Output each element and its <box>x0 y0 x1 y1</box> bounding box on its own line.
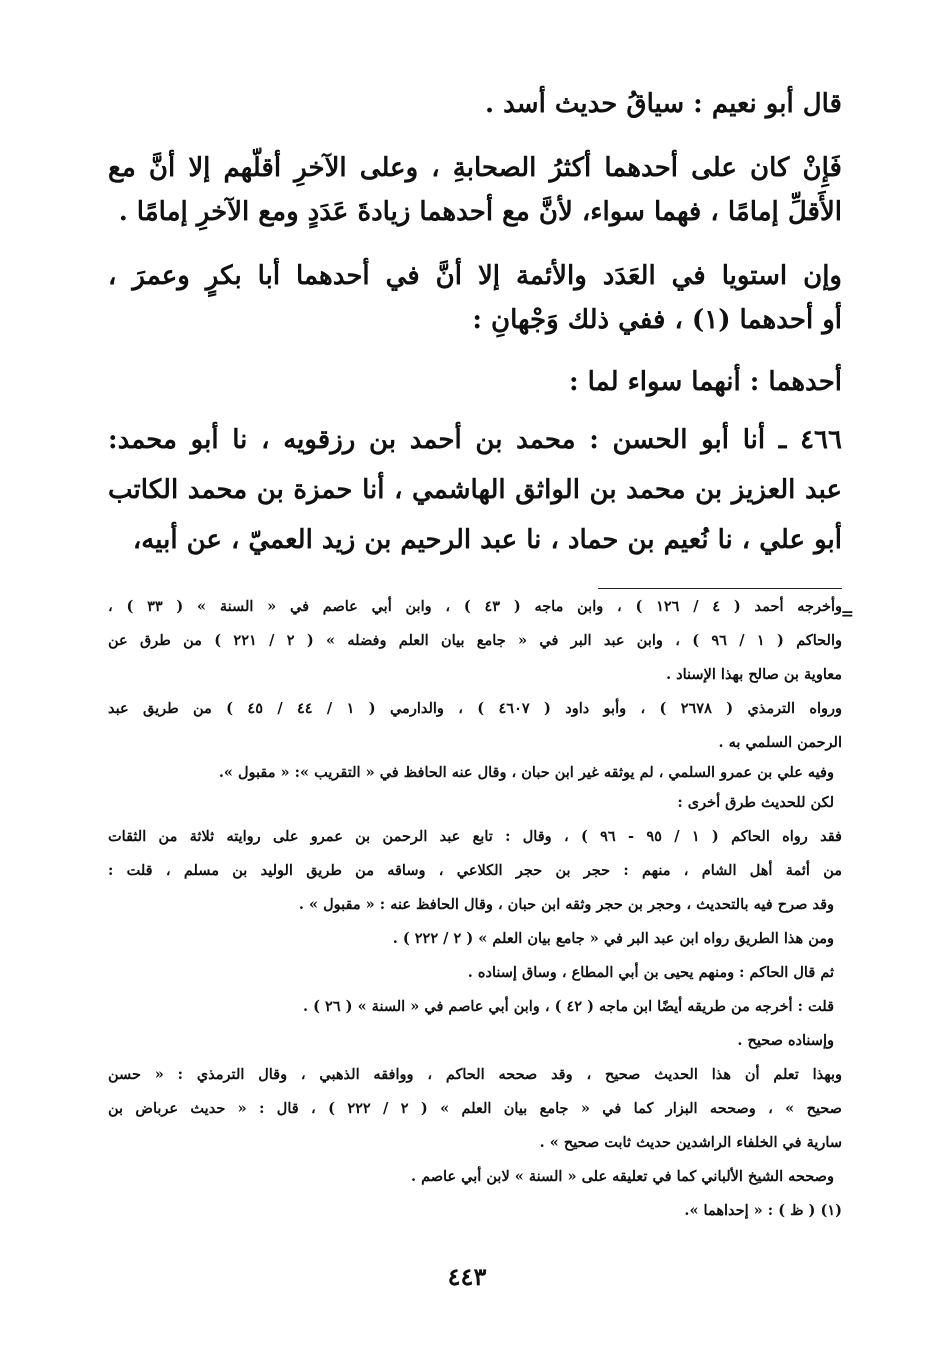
body-line: الأَقلِّ إمامًا ، فهما سواء، لأنَّ مع أحدهما زيادةَ عَدَدٍ ومع الآخرِ إمامًا . <box>118 197 842 227</box>
body-line: فَإِنْ كان على أحدهما أكثرُ الصحابةِ ، وعلى الآخرِ أقلّهم إلا أنَّ مع <box>108 153 842 183</box>
page-number: ٤٤٣ <box>447 1262 487 1291</box>
footnote-line: وفيه علي بن عمرو السلمي ، لم يوثقه غير ابن حبان ، وقال عنه الحافظ في « التقريب »: « مقبول ». <box>218 764 834 781</box>
footnote-line: والحاكم ( ١ / ٩٦ ) ، وابن عبد البر في « جامع بيان العلم وفضله » ( ٢ / ٢٢١ ) من طرق عن <box>108 632 842 649</box>
body-line: أبو علي ، نا نُعيم بن حماد ، نا عبد الرحيم بن زيد العميّ ، عن أبيه، <box>132 525 842 555</box>
footnote-line: ورواه الترمذي ( ٢٦٧٨ ) ، وأبو داود ( ٤٦٠٧ ) ، والدارمي ( ١ / ٤٤ / ٤٥ ) من طريق عبد <box>108 700 842 717</box>
footnote-1: (١) ( ظ ) : « إحداهما ». <box>684 1202 842 1219</box>
body-line: أحدهما : أنهما سواء لما : <box>569 367 842 397</box>
footnote-line: معاوية بن صالح بهذا الإسناد . <box>666 666 842 683</box>
footnote-line: سارية في الخلفاء الراشدين حديث ثابت صحيح » . <box>539 1134 842 1151</box>
body-line: وإن استويا في العَدَد والأئمة إلا أنَّ في أحدهما أبا بكرٍ وعمرَ ، <box>108 261 842 291</box>
footnote-line: الرحمن السلمي به . <box>718 734 842 751</box>
footnote-line: فقد رواه الحاكم ( ١ / ٩٥ - ٩٦ ) ، وقال : تابع عبد الرحمن بن عمرو على روايته ثلاثة من الثقات <box>108 828 842 845</box>
footnote-line: ثم قال الحاكم : ومنهم يحيى بن أبي المطاع ، وساق إسناده . <box>467 964 834 981</box>
footnote-separator <box>598 588 842 589</box>
footnote-line: وبهذا تعلم أن هذا الحديث صحيح ، وقد صححه الحاكم ، ووافقه الذهبي ، وقال الترمذي : « حسن <box>108 1066 842 1083</box>
hadith-466-line: ٤٦٦ ـ أنا أبو الحسن : محمد بن أحمد بن رزقويه ، نا أبو محمد: <box>108 425 842 455</box>
footnote-line: وقد صرح فيه بالتحديث ، وحجر بن حجر وثقه ابن حبان ، وقال الحافظ عنه : « مقبول » . <box>298 896 834 913</box>
footnote-line: صحيح » ، وصححه البزار كما في « جامع بيان العلم » ( ٢ / ٢٢٢ ) ، قال : « حديث عرباض بن <box>108 1100 842 1117</box>
footnote-line: وأخرجه أحمد ( ٤ / ١٢٦ ) ، وابن ماجه ( ٤٣ ) ، وابن أبي عاصم في « السنة » ( ٣٣ ) ، <box>108 598 842 615</box>
continuation-mark: = <box>840 604 854 623</box>
footnote-line: قلت : أخرجه من طريقه أيضًا ابن ماجه ( ٤٢ ) ، وابن أبي عاصم في « السنة » ( ٢٦ ) . <box>303 998 834 1015</box>
footnote-line: وإسناده صحيح . <box>737 1032 834 1049</box>
footnote-line: وصححه الشيخ الألباني كما في تعليقه على « السنة » لابن أبي عاصم . <box>411 1168 834 1185</box>
body-line: قال أبو نعيم : سياقُ حديث أسد . <box>485 89 842 119</box>
body-line: عبد العزيز بن محمد بن الواثق الهاشمي ، أنا حمزة بن محمد الكاتب <box>108 475 842 505</box>
footnote-line: لكن للحديث طرق أخرى : <box>677 794 834 811</box>
footnote-line: ومن هذا الطريق رواه ابن عبد البر في « جامع بيان العلم » ( ٢ / ٢٢٢ ) . <box>392 930 834 947</box>
body-line: أو أحدهما (١) ، ففي ذلك وَجْهانِ : <box>472 305 842 335</box>
footnote-line: من أئمة أهل الشام ، منهم : حجر بن حجر الكلاعي ، وساقه من طريق الوليد بن مسلم ، قلت : <box>108 862 842 879</box>
